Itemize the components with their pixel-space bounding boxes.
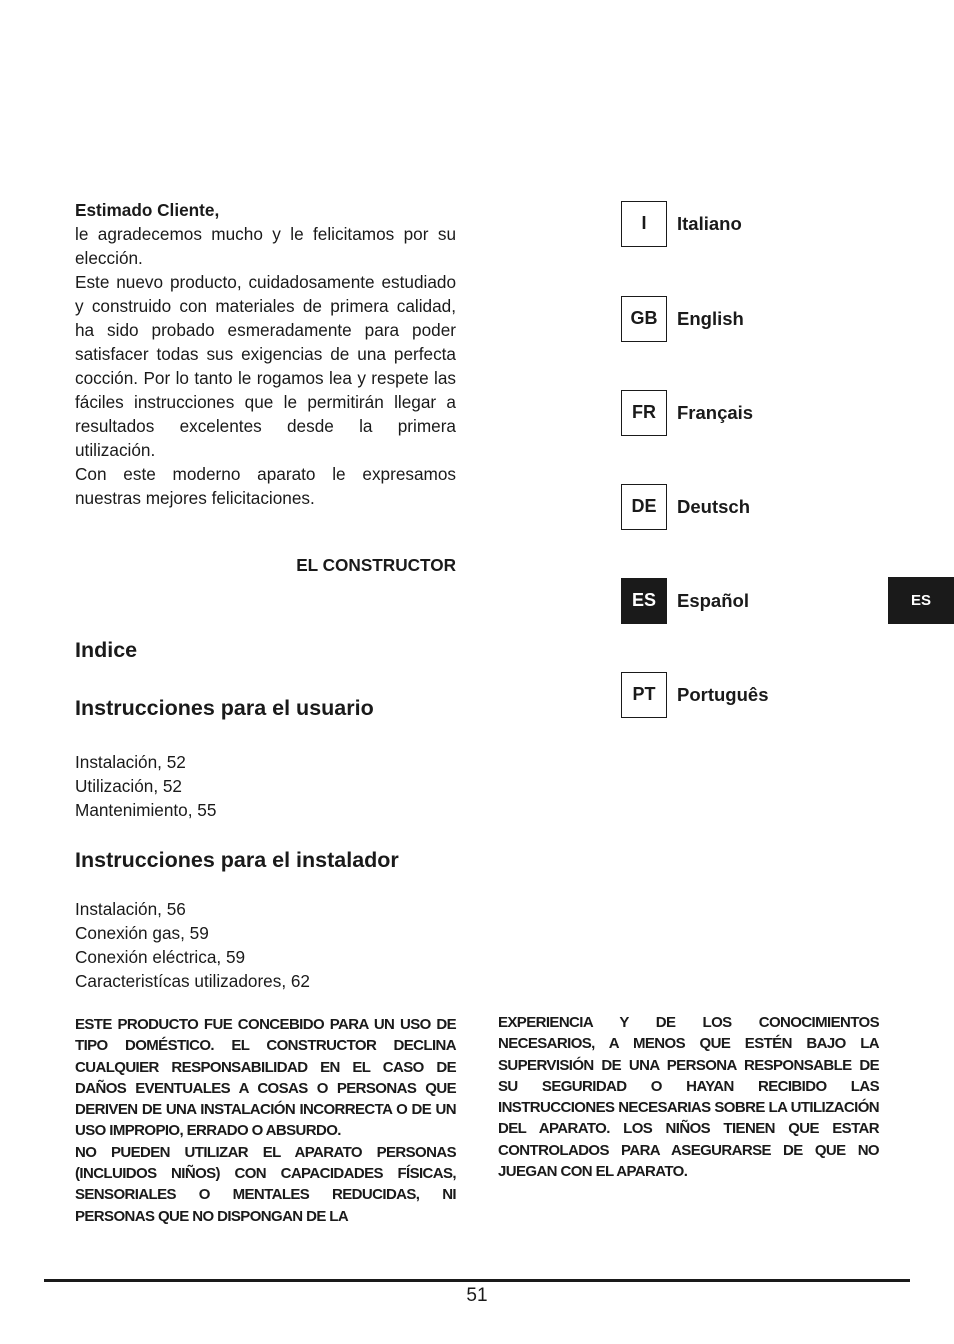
installer-section-title: Instrucciones para el instalador xyxy=(75,848,399,872)
language-name: Português xyxy=(677,683,769,705)
warning-paragraph: NO PUEDEN UTILIZAR EL APARATO PERSONAS (INCLUIDOS NIÑOS) CON CAPACIDADES FÍSICAS, SENSORIALES O MENTALES REDUCIDAS, NI PERSONAS QUE NO DISPONGAN DE LA xyxy=(75,1143,456,1225)
language-code: ES xyxy=(621,578,667,624)
toc-item[interactable]: Conexión eléctrica, 59 xyxy=(75,947,246,967)
toc-item[interactable]: Instalación, 56 xyxy=(75,899,186,919)
installer-toc xyxy=(75,897,310,993)
language-code: I xyxy=(621,201,667,247)
language-code: PT xyxy=(621,672,667,718)
language-francais[interactable] xyxy=(621,389,753,436)
warning-paragraph: ESTE PRODUCTO FUE CONCEBIDO PARA UN USO DE TIPO DOMÉSTICO. EL CONSTRUCTOR DECLINA CUALQUIER RESPONSABILIDAD EN EL CASO DE DAÑOS EVENTUALES A COSAS O PERSONAS QUE DERIVEN DE UNA INSTALACIÓN INCORRECTA O DE UN USO IMPROPIO, ERRADO O ABSURDO. xyxy=(75,1016,456,1140)
language-deutsch[interactable] xyxy=(621,483,750,530)
warning-paragraph: EXPERIENCIA Y DE LOS CONOCIMIENTOS NECESARIOS, A MENOS QUE ESTÉN BAJO LA SUPERVISIÓN DE UNA PERSONA RESPONSABLE DE SU SEGURIDAD O HAYAN RECIBIDO LAS INSTRUCCIONES NECESARIAS SOBRE LA UTILIZACIÓN DEL APARATO. LOS NIÑOS TIENEN QUE ESTAR CONTROLADOS PARA ASEGURARSE DE QUE NO JUEGAN CON EL APARATO. xyxy=(498,1014,879,1181)
toc-item[interactable]: Mantenimiento, 55 xyxy=(75,800,217,820)
greeting: Estimado Cliente, xyxy=(75,200,220,220)
language-english[interactable] xyxy=(621,295,744,342)
toc-item[interactable]: Instalación, 52 xyxy=(75,752,186,772)
language-name: Français xyxy=(677,401,754,423)
language-code: FR xyxy=(621,390,667,436)
warning-left xyxy=(75,1014,456,1227)
language-name: Italiano xyxy=(677,212,742,234)
toc-item[interactable]: Caracteristícas utilizadores, 62 xyxy=(75,971,310,991)
language-name: Español xyxy=(677,589,749,611)
index-title: Indice xyxy=(75,638,138,662)
language-portugues[interactable] xyxy=(621,671,768,718)
language-espanol-active[interactable] xyxy=(621,577,749,624)
warning-right xyxy=(498,1012,879,1182)
intro-paragraph: Este nuevo producto, cuidadosamente estudiado y construido con materiales de primera calidad, ha sido probado esmeradamente para poder satisfacer todas sus exigencias de una perfecta cocción. Por lo tanto le rogamos lea y respete las fáciles instrucciones que le permitirán llegar a resultados excelentes desde la primera utilización. xyxy=(75,272,456,460)
user-section-title: Instrucciones para el usuario xyxy=(75,696,374,720)
language-italiano[interactable] xyxy=(621,200,742,247)
language-side-tab: ES xyxy=(888,577,954,624)
intro-letter xyxy=(75,198,456,510)
language-code: DE xyxy=(621,484,667,530)
intro-paragraph: Con este moderno aparato le expresamos nuestras mejores felicitaciones. xyxy=(75,464,456,508)
page-number: 51 xyxy=(466,1285,488,1306)
intro-paragraph: le agradecemos mucho y le felicitamos por su elección. xyxy=(75,224,456,268)
toc-item[interactable]: Conexión gas, 59 xyxy=(75,923,209,943)
language-code: GB xyxy=(621,296,667,342)
language-name: Deutsch xyxy=(677,495,750,517)
user-toc xyxy=(75,750,216,822)
toc-item[interactable]: Utilización, 52 xyxy=(75,776,182,796)
signature: EL CONSTRUCTOR xyxy=(296,555,456,575)
footer-divider xyxy=(44,1279,910,1282)
language-name: English xyxy=(677,307,744,329)
